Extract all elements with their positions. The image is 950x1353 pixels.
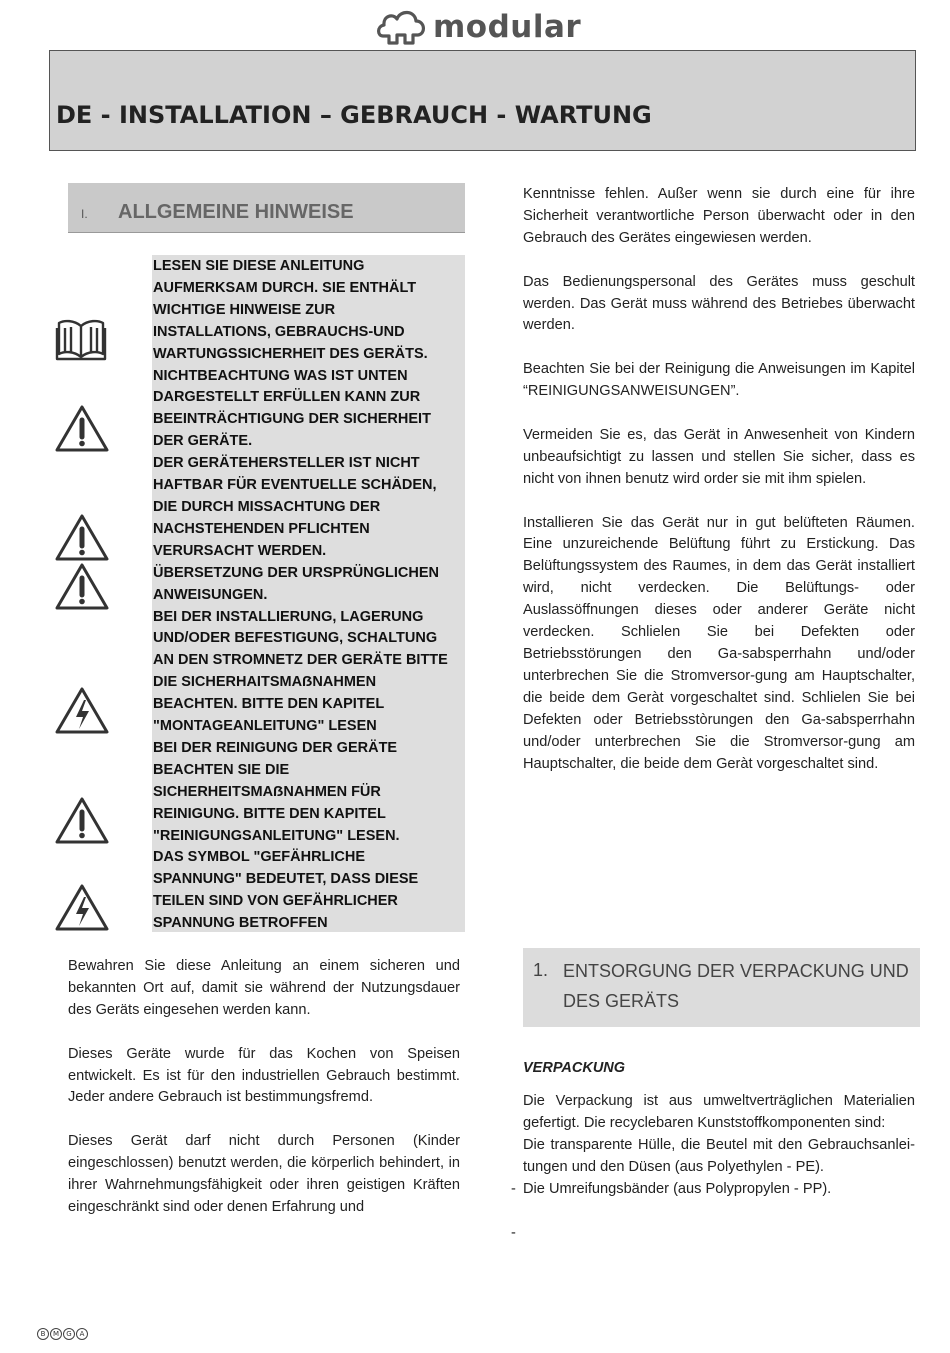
warning-line: BEEINTRÄCHTIGUNG DER SICHERHEIT (153, 411, 431, 428)
warning-line: DER GERÄTE. (153, 433, 253, 450)
left-column-text (68, 956, 460, 1219)
open-book-icon (55, 318, 107, 362)
footer-badges (37, 1328, 88, 1340)
warning-line: "REINIGUNGSANLEITUNG" LESEN. (153, 827, 400, 844)
bullet-marker: - (511, 1181, 516, 1197)
warning-triangle-icon (54, 403, 110, 453)
warning-line: AUFMERKSAM DURCH. SIE ENTHÄLT (153, 279, 417, 296)
paragraph: Das Bedienungspersonal des Gerätes muss geschult werden. Das Gerät muss während des Betriebes überwacht werden. (523, 273, 915, 334)
brand-logo (375, 6, 581, 48)
warning-line: ÜBERSETZUNG DER URSPRÜNGLICHEN (153, 564, 439, 581)
section-number: I. (81, 207, 88, 221)
section-number: 1. (533, 960, 549, 980)
section-title: ALLGEMEINE HINWEISE (118, 201, 354, 223)
warning-line: NICHTBEACHTUNG WAS IST UNTEN (153, 367, 408, 384)
packaging-text (523, 1091, 915, 1201)
high-voltage-triangle-icon (54, 882, 110, 932)
warning-line: WICHTIGE HINWEISE ZUR (153, 301, 336, 318)
document-title: DE - INSTALLATION – GEBRAUCH - WARTUNG (56, 101, 652, 129)
badge-icon: G (63, 1328, 75, 1340)
warning-line: DIE SICHERHAITSMAẞNAHMEN (153, 674, 377, 691)
paragraph: Dieses Geräte wurde für das Kochen von Speisen entwickelt. Es ist für den industriellen Gebrauch bestimmt. Jeder andere Gebrauch ist bestimmungsfremd. (68, 1045, 460, 1106)
warning-line: UND/ODER BEFESTIGUNG, SCHALTUNG (153, 630, 438, 647)
warning-line: DAS SYMBOL "GEFÄHRLICHE (153, 849, 366, 866)
high-voltage-triangle-icon (54, 685, 110, 735)
warning-line: AN DEN STROMNETZ DER GERÄTE BITTE (153, 652, 448, 669)
warning-line: BEI DER INSTALLIERUNG, LAGERUNG (153, 608, 424, 625)
warning-line: DIE DURCH MISSACHTUNG DER (153, 498, 381, 515)
right-column-text (523, 184, 915, 775)
bullet-marker: - (511, 1225, 516, 1241)
warning-line: ANWEISUNGEN. (153, 586, 268, 603)
warning-line: SICHERHEITSMAẞNAHMEN FÜR (153, 783, 381, 800)
warning-line: INSTALLATIONS, GEBRAUCHS-UND (153, 323, 405, 340)
warning-line: SPANNUNG" BEDEUTET, DASS DIESE (153, 871, 419, 888)
warning-line: HAFTBAR FÜR EVENTUELLE SCHÄDEN, (153, 477, 437, 494)
section-general-heading (68, 183, 465, 233)
warning-line: LESEN SIE DIESE ANLEITUNG (153, 258, 365, 274)
packaging-intro: Die Verpackung ist aus umweltverträglichen Materialien gefertigt. Die recyclebaren Kunststoffkomponenten sind: (523, 1093, 915, 1131)
warning-line: "MONTAGEANLEITUNG" LESEN (153, 718, 377, 735)
warning-triangle-icon (54, 512, 110, 562)
warning-text (153, 256, 461, 935)
section-title: ENTSORGUNG DER VERPACKUNG UND DES GERÄTS (563, 961, 909, 1011)
warning-line: NACHSTEHENDEN PFLICHTEN (153, 520, 370, 537)
warning-line: VERURSACHT WERDEN. (153, 542, 327, 559)
warning-line: DARGESTELLT ERFÜLLEN KANN ZUR (153, 389, 421, 406)
cloud-outline-icon (375, 6, 427, 48)
warning-line: WARTUNGSSICHERHEIT DES GERÄTS. (153, 345, 428, 362)
packaging-bullet: Die transparente Hülle, die Beutel mit den Gebrauchsanlei-tungen und den Düsen (aus Polyethylen - PE). (523, 1136, 915, 1175)
badge-icon: M (50, 1328, 62, 1340)
document-title-box (49, 50, 916, 151)
warning-line: DER GERÄTEHERSTELLER IST NICHT (153, 455, 420, 472)
paragraph: Kenntnisse fehlen. Außer wenn sie durch eine für ihre Sicherheit verantwortliche Person überwacht oder in den Gebrauch des Gerätes eingewiesen werden. (523, 186, 915, 246)
paragraph: Bewahren Sie diese Anleitung an einem sicheren und bekannten Ort auf, damit sie während der Nutzungsdauer des Geräts eingesehen werden kann. (68, 958, 460, 1018)
warning-line: BEACHTEN. BITTE DEN KAPITEL (153, 696, 385, 713)
section-disposal-heading (523, 948, 920, 1027)
warning-line: BEI DER REINIGUNG DER GERÄTE (153, 739, 398, 756)
packaging-heading: VERPACKUNG (523, 1060, 626, 1076)
warning-line: BEACHTEN SIE DIE (153, 761, 290, 778)
badge-icon: A (76, 1328, 88, 1340)
paragraph: Vermeiden Sie es, das Gerät in Anwesenheit von Kindern unbeaufsichtigt zu lassen und stellen Sie sicher, dass es nicht von ihnen benutz wird order sie mit ihm spielen. (523, 426, 915, 487)
paragraph: Installieren Sie das Gerät nur in gut belüfteten Räumen. Eine unzureichende Belüftung führt zu Erstickung. Das Belüftungssystem des Raumes, in dem das Gerät installiert wird, nicht verdecken. Die Belüftungs- oder Auslassöffnungen dieses oder anderer Geräte nicht verdecken. Schlielen Sie bei Defekten oder Betriebsstörungen den Ga-sabsperrhahn und/oder unterbrechen Sie die Stromversor-gung am Hauptschalter, die beide dem Geràt vorgeschaltet sind. Schlielen Sie bei Defekten oder Betriebsstòrungen den Ga-sabsperrhahn und/oder unterbrechen Sie die Stromversor-gung am Hauptschalter, die beide dem Geràt vorgeschaltet sind. (523, 514, 915, 772)
paragraph: Dieses Gerät darf nicht durch Personen (Kinder eingeschlossen) benutzt werden, die körperlich behindert, in ihrer Wahrnehmungsfähigkeit oder ihren geistigen Kräften eingeschränkt sind oder denen Erfahrung und (68, 1133, 460, 1215)
warning-line: SPANNUNG BETROFFEN (153, 915, 328, 932)
badge-icon: B (37, 1328, 49, 1340)
warning-triangle-icon (54, 795, 110, 845)
brand-name: modular (433, 9, 582, 45)
packaging-bullet: Die Umreifungsbänder (aus Polypropylen - PP). (523, 1180, 832, 1197)
warning-line: TEILEN SIND VON GEFÄHRLICHER (153, 893, 398, 910)
warning-line: REINIGUNG. BITTE DEN KAPITEL (153, 805, 386, 822)
warning-triangle-icon (54, 561, 110, 611)
paragraph: Beachten Sie bei der Reinigung die Anweisungen im Kapitel “REINIGUNGSANWEISUNGEN”. (523, 361, 915, 400)
